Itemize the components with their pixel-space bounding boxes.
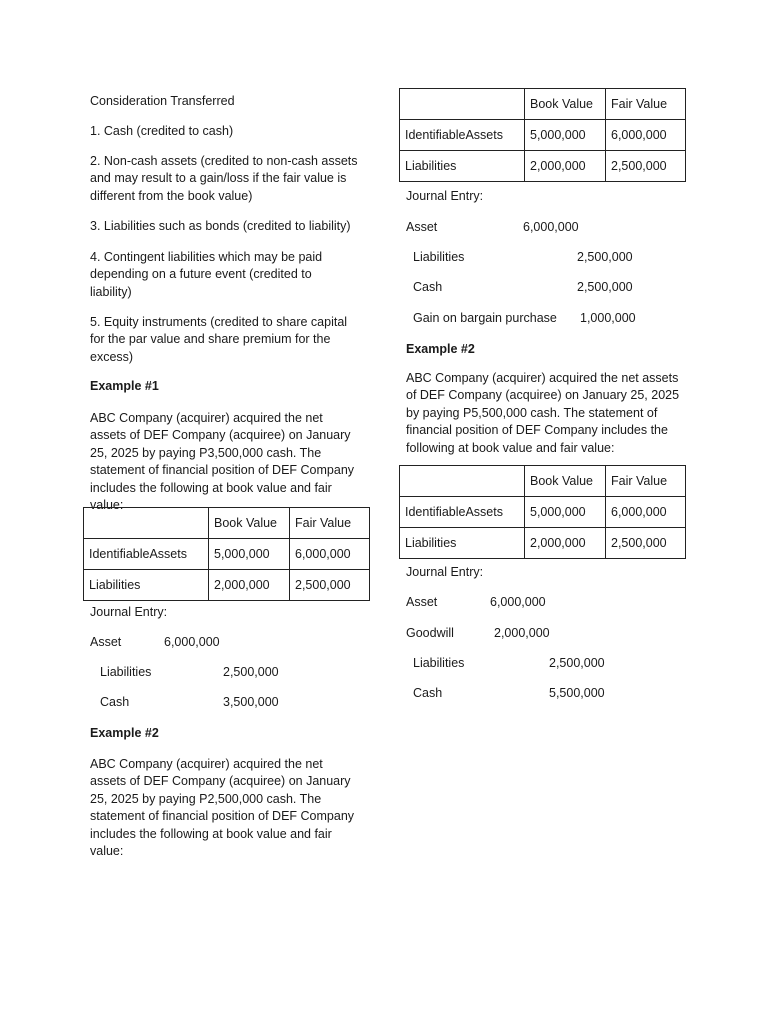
journal-account: Asset [90,635,122,649]
consideration-item-4: 4. Contingent liabilities which may be paid depending on a future event (credited to liability) [90,250,323,299]
table-cell: IdentifiableAssets [400,120,525,151]
table-row [84,539,370,570]
table-header-cell: Book Value [525,89,606,120]
table-row [84,570,370,601]
table-cell: IdentifiableAssets [400,497,525,528]
example1-journal-label: Journal Entry: [90,605,168,619]
journal-account: Cash [413,686,443,700]
table-header-cell [84,508,209,539]
table-cell: IdentifiableAssets [84,539,209,570]
table-cell: 5,000,000 [525,497,606,528]
journal-credit-amount: 2,500,000 [549,656,605,670]
example1-value-table [83,507,370,601]
table-header-cell: Fair Value [606,89,686,120]
table-cell: 6,000,000 [606,120,686,151]
journal-account: Cash [413,280,443,294]
journal-credit-amount: 2,500,000 [577,280,633,294]
table-cell: 2,000,000 [209,570,290,601]
journal-debit-amount: 6,000,000 [164,635,220,649]
table-cell: Liabilities [400,528,525,559]
table-cell: 2,500,000 [606,151,686,182]
table-row [400,497,686,528]
table-header-row [84,508,370,539]
journal-account: Asset [406,220,438,234]
table-cell: 2,500,000 [606,528,686,559]
table-cell: 5,000,000 [209,539,290,570]
example3-description: ABC Company (acquirer) acquired the net assets of DEF Company (acquiree) on January 25, 2025 by paying P5,500,000 cash. The statement of financial position of DEF Company includes the following at book value and fair value: [406,371,680,455]
table-header-cell: Fair Value [606,466,686,497]
table-cell: 2,000,000 [525,151,606,182]
journal-account: Asset [406,595,438,609]
table-header-cell: Fair Value [290,508,370,539]
journal-debit-amount: 6,000,000 [523,220,579,234]
example2-description: ABC Company (acquirer) acquired the net assets of DEF Company (acquiree) on January 25, 2025 by paying P2,500,000 cash. The statement of financial position of DEF Company includes the following at book value and fair value: [90,757,355,859]
journal-credit-amount: 2,500,000 [577,250,633,264]
example2-value-table [399,88,686,182]
journal-credit-amount: 2,500,000 [223,665,279,679]
table-row [400,151,686,182]
table-header-row [400,466,686,497]
consideration-item-5: 5. Equity instruments (credited to share capital for the par value and share premium for the excess) [90,315,348,364]
table-header-row [400,89,686,120]
journal-account: Goodwill [406,626,454,640]
table-header-cell: Book Value [525,466,606,497]
journal-account: Gain on bargain purchase [413,311,557,325]
table-row [400,120,686,151]
table-cell: 6,000,000 [290,539,370,570]
consideration-heading: Consideration Transferred [90,94,235,108]
journal-account: Liabilities [100,665,152,679]
table-cell: Liabilities [400,151,525,182]
example1-title: Example #1 [90,379,159,393]
table-cell: 5,000,000 [525,120,606,151]
example3-value-table [399,465,686,559]
table-cell: Liabilities [84,570,209,601]
consideration-item-1: 1. Cash (credited to cash) [90,124,234,138]
journal-credit-amount: 1,000,000 [580,311,636,325]
table-row [400,528,686,559]
example3-title: Example #2 [406,342,475,356]
journal-debit-amount: 6,000,000 [490,595,546,609]
consideration-item-3: 3. Liabilities such as bonds (credited to liability) [90,219,351,233]
journal-account: Cash [100,695,130,709]
table-header-cell [400,89,525,120]
table-cell: 2,500,000 [290,570,370,601]
journal-account: Liabilities [413,250,465,264]
table-header-cell [400,466,525,497]
example3-journal-label: Journal Entry: [406,565,484,579]
journal-credit-amount: 5,500,000 [549,686,605,700]
journal-debit-amount: 2,000,000 [494,626,550,640]
journal-account: Liabilities [413,656,465,670]
example1-description: ABC Company (acquirer) acquired the net assets of DEF Company (acquiree) on January 25, 2025 by paying P3,500,000 cash. The statement of financial position of DEF Company includes the following at book value and fair value: [90,411,355,513]
consideration-item-2: 2. Non-cash assets (credited to non-cash assets and may result to a gain/loss if the fair value is different from the book value) [90,154,358,203]
table-cell: 2,000,000 [525,528,606,559]
journal-credit-amount: 3,500,000 [223,695,279,709]
example2-journal-label: Journal Entry: [406,189,484,203]
table-cell: 6,000,000 [606,497,686,528]
example2-title: Example #2 [90,726,159,740]
table-header-cell: Book Value [209,508,290,539]
